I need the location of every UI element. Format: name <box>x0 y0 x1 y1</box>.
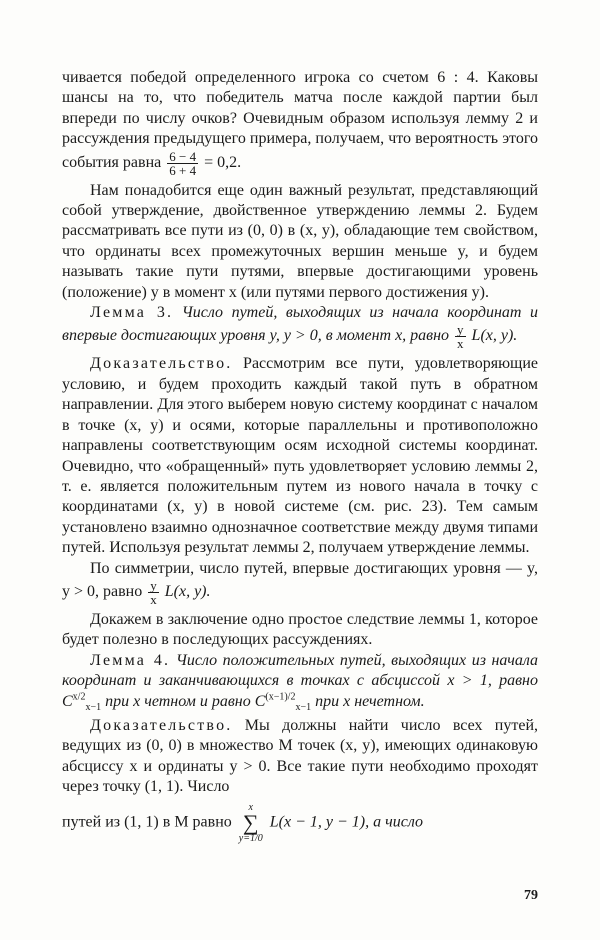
binomial-subscript: x−1 <box>85 701 102 713</box>
lemma-3-heading: Лемма 3. <box>90 304 174 322</box>
fraction-denominator: 6 + 4 <box>169 162 197 178</box>
summation <box>239 802 263 844</box>
lemma-4-heading: Лемма 4. <box>90 651 171 669</box>
text-paths-count: путей из (1, 1) в M равно <box>62 813 232 831</box>
paragraph-lemma-3 <box>62 303 538 350</box>
lemma-4-middle: при x четном и равно <box>105 692 251 710</box>
paragraph-symmetry <box>62 559 538 606</box>
fraction-numerator: y <box>150 577 157 593</box>
symmetry-formula: L(x, y). <box>164 583 211 601</box>
binomial-base: C <box>62 692 73 710</box>
fraction-y-over-x <box>455 323 466 350</box>
binomial-superscript: x/2 <box>72 691 86 703</box>
proof-heading: Доказательство. <box>90 716 233 734</box>
lemma-3-statement: Число путей, выходящих из начала координат и впервые достигающих уровня y, y > 0, в момент x, равно <box>62 304 538 345</box>
sum-upper-limit: x <box>248 801 253 813</box>
paragraph-proof-lemma-4 <box>62 716 538 798</box>
sum-lower-limit: y=1/0 <box>238 832 263 844</box>
fraction-denominator: x <box>150 591 157 607</box>
fraction-six-four <box>167 150 198 177</box>
paragraph-match-chances <box>62 68 538 177</box>
sum-formula: L(x − 1, y − 1), а число <box>269 813 423 831</box>
binomial-subscript: x−1 <box>295 701 312 713</box>
lemma-3-formula: L(x, y). <box>471 327 518 345</box>
sigma-icon: ∑ <box>242 809 259 835</box>
text-symmetry: По симметрии, число путей, впервые достигающих уровня — y, y > 0, равно <box>62 559 538 601</box>
lemma-4-end: при x нечетном. <box>315 692 425 710</box>
lemma-4-statement: Число положительных путей, выходящих из начала координат и заканчивающихся в точках с абсциссой x > 1, равно <box>62 651 539 690</box>
text-match-chances: чивается победой определенного игрока со счетом 6 : 4. Каковы шансы на то, что победитель матча после каждой партии был впереди по числу очков? Очевидным образом используя лемму 2 и рассуждения предыдущего примера, получаем, что вероятность этого события равна <box>62 69 538 171</box>
binomial-base: C <box>254 692 266 710</box>
paragraph-conclusion: Докажем в заключение одно простое следствие леммы 1, которое будет полезно в последующих рассуждениях. <box>62 610 538 649</box>
binomial-even <box>62 692 101 712</box>
binomial-odd <box>255 692 311 712</box>
fraction-denominator: x <box>457 336 464 352</box>
text-probability-value: = 0,2. <box>204 153 242 171</box>
paragraph-lemma-4 <box>62 651 538 712</box>
binomial-superscript: (x−1)/2 <box>265 691 296 703</box>
paragraph-proof-lemma-3 <box>62 354 538 558</box>
fraction-numerator: y <box>457 322 464 338</box>
page-number: 79 <box>524 888 538 903</box>
proof-lemma-4-text: Мы должны найти число всех путей, ведущих из (0, 0) в множество M точек (x, y), имеющих одинаковую абсциссу x и ординаты y > 0. Все такие пути необходимо проходят через точку (1, 1). Число <box>62 716 538 796</box>
proof-lemma-3-text: Рассмотрим все пути, удовлетворяющие условию, и будем проходить каждый такой путь в обратном направлении. Для этого выберем новую систему координат с началом в точке (x, y) и осями, которые параллельны и противоположно направлены соответствующим осям исходной системы координат. Очевидно, что «обращенный» путь удовлетворяет условию леммы 2, т. е. является положительным путем из нового начала в точку с координатами (x, y) в новой системе (см. рис. 23). Тем самым установлено взаимно однозначное соответствие между двумя типами путей. Используя результат леммы 2, получаем утверждение леммы. <box>62 355 539 557</box>
paragraph-sum-line <box>62 802 538 844</box>
proof-heading: Доказательство. <box>90 355 233 373</box>
fraction-numerator: 6 − 4 <box>169 148 197 164</box>
fraction-y-over-x <box>148 579 159 606</box>
paragraph-dual-result: Нам понадобится еще один важный результат, представляющий собой утверждение, двойственное утверждению леммы 2. Будем рассматривать все пути из (0, 0) в (x, y), обладающие тем свойством, что ординаты всех промежуточных вершин меньше y, и будем называть такие пути путями, впервые достигающими уровень (положение) y в момент x (или путями первого достижения y). <box>62 181 538 301</box>
